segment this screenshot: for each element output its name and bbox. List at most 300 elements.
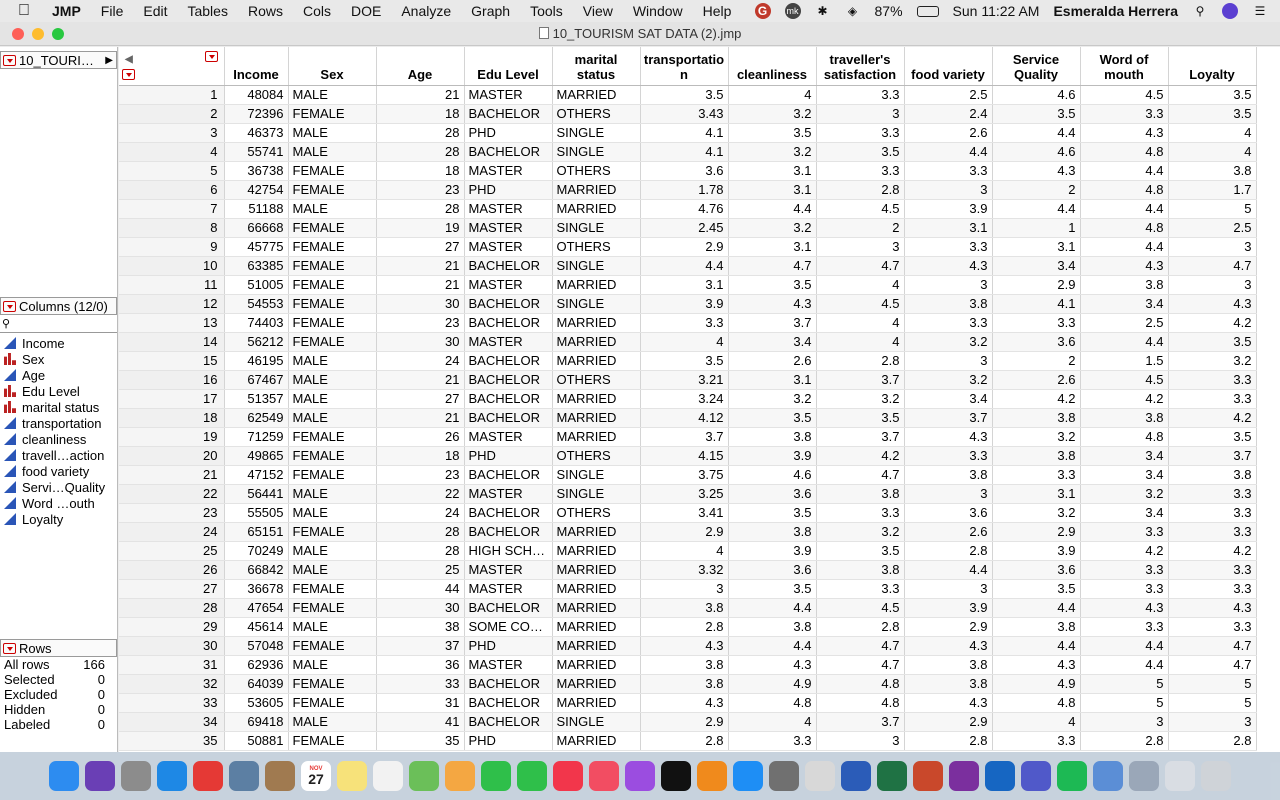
messages-icon[interactable] [481,761,511,791]
cell-service-quality[interactable]: 3.9 [992,541,1080,560]
cell-marital-status[interactable]: SINGLE [552,123,640,142]
cell-edu-level[interactable]: BACHELOR [464,370,552,389]
cell-edu-level[interactable]: BACHELOR [464,389,552,408]
cell-food-variety[interactable]: 2.8 [904,731,992,750]
downloads-icon[interactable] [1165,761,1195,791]
collapse-arrow-icon[interactable]: ◀ [125,54,133,65]
column-item-service-quality[interactable] [0,479,117,495]
battery-icon[interactable] [917,6,939,17]
cell-income[interactable]: 36738 [224,161,288,180]
cell-age[interactable]: 23 [376,465,464,484]
cell-travellers-satisfaction[interactable]: 3.2 [816,522,904,541]
user-name[interactable]: Esmeralda Herrera [1053,3,1178,19]
cell-transportation[interactable]: 1.78 [640,180,728,199]
cell-income[interactable]: 57048 [224,636,288,655]
cell-income[interactable]: 74403 [224,313,288,332]
clock[interactable]: Sun 11:22 AM [952,3,1040,19]
cell-age[interactable]: 18 [376,104,464,123]
cell-travellers-satisfaction[interactable]: 2.8 [816,180,904,199]
cell-transportation[interactable]: 2.9 [640,522,728,541]
cell-food-variety[interactable]: 3.2 [904,332,992,351]
column-search[interactable] [0,315,117,333]
cell-income[interactable]: 72396 [224,104,288,123]
cell-service-quality[interactable]: 2.6 [992,370,1080,389]
cell-service-quality[interactable]: 2 [992,351,1080,370]
cell-food-variety[interactable]: 3.2 [904,370,992,389]
cell-edu-level[interactable]: MASTER [464,199,552,218]
cell-age[interactable]: 19 [376,218,464,237]
row-number[interactable]: 6 [119,180,224,199]
cell-food-variety[interactable]: 3 [904,180,992,199]
cell-edu-level[interactable]: BACHELOR [464,465,552,484]
row-number[interactable]: 22 [119,484,224,503]
row-number[interactable]: 5 [119,161,224,180]
cell-edu-level[interactable]: BACHELOR [464,408,552,427]
cell-sex[interactable]: MALE [288,484,376,503]
cell-transportation[interactable]: 2.9 [640,237,728,256]
row-number[interactable]: 31 [119,655,224,674]
cell-edu-level[interactable]: MASTER [464,655,552,674]
cell-income[interactable]: 65151 [224,522,288,541]
cell-loyalty[interactable]: 3.2 [1168,351,1256,370]
column-header-marital-status[interactable]: marital status [552,47,640,85]
cell-age[interactable]: 18 [376,446,464,465]
cell-word-of-mouth[interactable]: 4.8 [1080,427,1168,446]
cell-word-of-mouth[interactable]: 4.3 [1080,123,1168,142]
trash-icon[interactable] [1201,761,1231,791]
cell-marital-status[interactable]: OTHERS [552,161,640,180]
cell-food-variety[interactable]: 3.6 [904,503,992,522]
column-item-sex[interactable] [0,351,117,367]
cell-sex[interactable]: MALE [288,560,376,579]
cell-marital-status[interactable]: MARRIED [552,199,640,218]
cell-travellers-satisfaction[interactable]: 3.7 [816,712,904,731]
cell-food-variety[interactable]: 3.7 [904,408,992,427]
row-number[interactable]: 16 [119,370,224,389]
cell-age[interactable]: 21 [376,85,464,104]
cell-loyalty[interactable]: 4.2 [1168,408,1256,427]
cell-food-variety[interactable]: 3.8 [904,294,992,313]
cell-travellers-satisfaction[interactable]: 4 [816,332,904,351]
apple-icon[interactable] [18,2,38,20]
cell-cleanliness[interactable]: 3.1 [728,237,816,256]
cell-sex[interactable]: FEMALE [288,256,376,275]
table-row[interactable] [119,579,1256,598]
table-row[interactable] [119,180,1256,199]
cell-edu-level[interactable]: BACHELOR [464,522,552,541]
cell-marital-status[interactable]: SINGLE [552,142,640,161]
battery-percent[interactable]: 87% [874,3,903,19]
cell-edu-level[interactable]: MASTER [464,579,552,598]
finder-icon[interactable] [49,761,79,791]
table-row[interactable] [119,294,1256,313]
cell-service-quality[interactable]: 3.2 [992,503,1080,522]
cell-food-variety[interactable]: 3.9 [904,598,992,617]
cell-marital-status[interactable]: MARRIED [552,85,640,104]
cell-food-variety[interactable]: 2.6 [904,123,992,142]
column-item-marital-status[interactable] [0,399,117,415]
app-store-icon[interactable] [733,761,763,791]
cell-age[interactable]: 30 [376,294,464,313]
cell-marital-status[interactable]: MARRIED [552,674,640,693]
cell-service-quality[interactable]: 3.8 [992,408,1080,427]
cell-loyalty[interactable]: 3.5 [1168,85,1256,104]
table-row[interactable] [119,104,1256,123]
row-number[interactable]: 21 [119,465,224,484]
cell-age[interactable]: 23 [376,180,464,199]
cell-age[interactable]: 30 [376,598,464,617]
table-row[interactable] [119,85,1256,104]
cell-transportation[interactable]: 4.12 [640,408,728,427]
cell-cleanliness[interactable]: 3.3 [728,731,816,750]
cell-food-variety[interactable]: 4.3 [904,427,992,446]
cell-service-quality[interactable]: 4.4 [992,636,1080,655]
cell-marital-status[interactable]: SINGLE [552,294,640,313]
cell-transportation[interactable]: 4 [640,541,728,560]
disclosure-arrow-icon[interactable]: ▶ [105,54,113,66]
cell-service-quality[interactable]: 4.6 [992,85,1080,104]
cell-income[interactable]: 47654 [224,598,288,617]
cell-income[interactable]: 51005 [224,275,288,294]
cell-word-of-mouth[interactable]: 4.4 [1080,636,1168,655]
cell-age[interactable]: 27 [376,389,464,408]
cell-income[interactable]: 53605 [224,693,288,712]
cell-age[interactable]: 44 [376,579,464,598]
cell-sex[interactable]: FEMALE [288,294,376,313]
cell-word-of-mouth[interactable]: 3.4 [1080,503,1168,522]
cell-transportation[interactable]: 2.8 [640,617,728,636]
cell-word-of-mouth[interactable]: 4.4 [1080,199,1168,218]
cell-word-of-mouth[interactable]: 4.4 [1080,237,1168,256]
cell-loyalty[interactable]: 3.3 [1168,560,1256,579]
cell-service-quality[interactable]: 4.6 [992,142,1080,161]
cell-age[interactable]: 28 [376,522,464,541]
cell-edu-level[interactable]: PHD [464,446,552,465]
row-number[interactable]: 10 [119,256,224,275]
cell-food-variety[interactable]: 4.3 [904,693,992,712]
column-item-edu-level[interactable] [0,383,117,399]
cell-transportation[interactable]: 3.32 [640,560,728,579]
cell-word-of-mouth[interactable]: 2.8 [1080,731,1168,750]
cell-transportation[interactable]: 4.4 [640,256,728,275]
cell-sex[interactable]: FEMALE [288,427,376,446]
cell-loyalty[interactable]: 4.7 [1168,636,1256,655]
cell-age[interactable]: 21 [376,408,464,427]
cell-age[interactable]: 37 [376,636,464,655]
row-number[interactable]: 11 [119,275,224,294]
table-row[interactable] [119,636,1256,655]
cell-edu-level[interactable]: BACHELOR [464,294,552,313]
grammarly-icon[interactable]: G [755,3,771,19]
cell-food-variety[interactable]: 4.3 [904,256,992,275]
cell-loyalty[interactable]: 4.3 [1168,598,1256,617]
cell-income[interactable]: 66842 [224,560,288,579]
cell-food-variety[interactable]: 3 [904,579,992,598]
cell-travellers-satisfaction[interactable]: 3.3 [816,503,904,522]
cell-marital-status[interactable]: MARRIED [552,389,640,408]
table-row[interactable] [119,313,1256,332]
cell-travellers-satisfaction[interactable]: 3.8 [816,560,904,579]
cell-transportation[interactable]: 3.8 [640,674,728,693]
cell-loyalty[interactable]: 4 [1168,123,1256,142]
cell-sex[interactable]: FEMALE [288,446,376,465]
cell-travellers-satisfaction[interactable]: 3.5 [816,541,904,560]
cell-cleanliness[interactable]: 3.7 [728,313,816,332]
cell-travellers-satisfaction[interactable]: 3.7 [816,370,904,389]
cell-marital-status[interactable]: MARRIED [552,693,640,712]
table-row[interactable] [119,332,1256,351]
cell-age[interactable]: 21 [376,370,464,389]
table-row[interactable] [119,389,1256,408]
table-row[interactable] [119,218,1256,237]
onenote-icon[interactable] [949,761,979,791]
row-number[interactable]: 4 [119,142,224,161]
books-icon[interactable] [697,761,727,791]
table-row[interactable] [119,522,1256,541]
menu-rows[interactable]: Rows [247,3,283,19]
cell-word-of-mouth[interactable]: 3.4 [1080,465,1168,484]
cell-word-of-mouth[interactable]: 4.2 [1080,389,1168,408]
cell-transportation[interactable]: 3.21 [640,370,728,389]
cell-income[interactable]: 69418 [224,712,288,731]
cell-service-quality[interactable]: 4.2 [992,389,1080,408]
cell-food-variety[interactable]: 3.8 [904,465,992,484]
cell-marital-status[interactable]: OTHERS [552,446,640,465]
cell-service-quality[interactable]: 4.3 [992,655,1080,674]
cell-age[interactable]: 27 [376,237,464,256]
cell-word-of-mouth[interactable]: 4.4 [1080,655,1168,674]
cell-transportation[interactable]: 4.3 [640,636,728,655]
table-row[interactable] [119,427,1256,446]
cell-marital-status[interactable]: MARRIED [552,731,640,750]
migration-icon[interactable] [1129,761,1159,791]
cell-edu-level[interactable]: PHD [464,180,552,199]
table-row[interactable] [119,598,1256,617]
cell-cleanliness[interactable]: 4.8 [728,693,816,712]
cell-transportation[interactable]: 3.6 [640,161,728,180]
cell-age[interactable]: 28 [376,199,464,218]
row-number[interactable]: 9 [119,237,224,256]
search-icon[interactable]: ⚲ [1195,4,1205,18]
row-number[interactable]: 28 [119,598,224,617]
cell-edu-level[interactable]: BACHELOR [464,142,552,161]
cell-cleanliness[interactable]: 3.1 [728,370,816,389]
cell-cleanliness[interactable]: 3.6 [728,560,816,579]
cell-cleanliness[interactable]: 3.8 [728,617,816,636]
cell-sex[interactable]: MALE [288,123,376,142]
rows-stat-labeled[interactable] [0,717,117,732]
row-number[interactable]: 17 [119,389,224,408]
row-number[interactable]: 7 [119,199,224,218]
cell-food-variety[interactable]: 3.4 [904,389,992,408]
cell-loyalty[interactable]: 3.3 [1168,389,1256,408]
system-preferences-icon[interactable] [769,761,799,791]
cell-sex[interactable]: FEMALE [288,579,376,598]
cell-service-quality[interactable]: 4 [992,712,1080,731]
table-row[interactable] [119,484,1256,503]
cell-travellers-satisfaction[interactable]: 3.2 [816,389,904,408]
table-row[interactable] [119,351,1256,370]
cell-sex[interactable]: MALE [288,712,376,731]
cell-sex[interactable]: MALE [288,370,376,389]
cell-edu-level[interactable]: BACHELOR [464,503,552,522]
cell-income[interactable]: 45775 [224,237,288,256]
cell-income[interactable]: 56212 [224,332,288,351]
reminders-icon[interactable] [373,761,403,791]
cell-service-quality[interactable]: 4.4 [992,199,1080,218]
cell-food-variety[interactable]: 2.6 [904,522,992,541]
cell-cleanliness[interactable]: 3.5 [728,408,816,427]
cell-marital-status[interactable]: MARRIED [552,541,640,560]
cell-marital-status[interactable]: MARRIED [552,655,640,674]
cell-marital-status[interactable]: MARRIED [552,598,640,617]
cell-loyalty[interactable]: 3 [1168,237,1256,256]
cell-income[interactable]: 63385 [224,256,288,275]
table-row[interactable] [119,370,1256,389]
cell-income[interactable]: 48084 [224,85,288,104]
table-row[interactable] [119,503,1256,522]
cell-edu-level[interactable]: BACHELOR [464,598,552,617]
cell-word-of-mouth[interactable]: 3.3 [1080,560,1168,579]
cell-word-of-mouth[interactable]: 3.8 [1080,275,1168,294]
cell-loyalty[interactable]: 3.3 [1168,503,1256,522]
cell-travellers-satisfaction[interactable]: 3.5 [816,408,904,427]
table-row[interactable] [119,465,1256,484]
cell-word-of-mouth[interactable]: 3.8 [1080,408,1168,427]
cell-loyalty[interactable]: 3 [1168,712,1256,731]
rows-stat-all[interactable] [0,657,117,672]
sketch-icon[interactable]: mk [785,3,801,19]
menu-analyze[interactable]: Analyze [401,3,452,19]
row-number[interactable]: 25 [119,541,224,560]
cell-sex[interactable]: FEMALE [288,313,376,332]
column-item-loyalty[interactable] [0,511,117,527]
cell-sex[interactable]: FEMALE [288,693,376,712]
cell-loyalty[interactable]: 5 [1168,199,1256,218]
cell-marital-status[interactable]: MARRIED [552,275,640,294]
cell-age[interactable]: 21 [376,275,464,294]
column-header-word-of-mouth[interactable]: Word of mouth [1080,47,1168,85]
launchpad-icon[interactable] [121,761,151,791]
menu-view[interactable]: View [582,3,613,19]
cell-food-variety[interactable]: 3 [904,275,992,294]
cell-word-of-mouth[interactable]: 4.2 [1080,541,1168,560]
row-number[interactable]: 19 [119,427,224,446]
cell-travellers-satisfaction[interactable]: 3.5 [816,142,904,161]
cell-word-of-mouth[interactable]: 4.4 [1080,332,1168,351]
cell-travellers-satisfaction[interactable]: 4.7 [816,655,904,674]
cell-age[interactable]: 38 [376,617,464,636]
cell-travellers-satisfaction[interactable]: 3.3 [816,123,904,142]
cell-cleanliness[interactable]: 3.6 [728,484,816,503]
cell-age[interactable]: 31 [376,693,464,712]
cell-loyalty[interactable]: 3.3 [1168,579,1256,598]
cell-loyalty[interactable]: 1.7 [1168,180,1256,199]
cell-marital-status[interactable]: MARRIED [552,522,640,541]
cell-word-of-mouth[interactable]: 5 [1080,693,1168,712]
cell-food-variety[interactable]: 3.3 [904,161,992,180]
cell-transportation[interactable]: 4.1 [640,142,728,161]
cell-travellers-satisfaction[interactable]: 4 [816,313,904,332]
menu-doe[interactable]: DOE [350,3,382,19]
tv-icon[interactable] [661,761,691,791]
cell-service-quality[interactable]: 3.5 [992,104,1080,123]
cell-cleanliness[interactable]: 4.3 [728,655,816,674]
cell-marital-status[interactable]: SINGLE [552,484,640,503]
cell-cleanliness[interactable]: 2.6 [728,351,816,370]
cell-transportation[interactable]: 3.8 [640,655,728,674]
cell-transportation[interactable]: 4.15 [640,446,728,465]
cell-service-quality[interactable]: 3.8 [992,446,1080,465]
maps-icon[interactable] [409,761,439,791]
row-number[interactable]: 1 [119,85,224,104]
cell-food-variety[interactable]: 3.3 [904,313,992,332]
cell-sex[interactable]: MALE [288,503,376,522]
podcasts-icon[interactable] [625,761,655,791]
siri-icon[interactable] [85,761,115,791]
cell-sex[interactable]: MALE [288,199,376,218]
column-item-travellers-satisfaction[interactable] [0,447,117,463]
table-row[interactable] [119,560,1256,579]
cell-service-quality[interactable]: 4.3 [992,161,1080,180]
table-row[interactable] [119,655,1256,674]
cell-cleanliness[interactable]: 3.5 [728,503,816,522]
cell-cleanliness[interactable]: 4.9 [728,674,816,693]
cell-edu-level[interactable]: MASTER [464,560,552,579]
cell-edu-level[interactable]: SOME CO… [464,617,552,636]
cell-word-of-mouth[interactable]: 4.3 [1080,256,1168,275]
cell-service-quality[interactable]: 4.9 [992,674,1080,693]
cell-word-of-mouth[interactable]: 3.4 [1080,294,1168,313]
cell-travellers-satisfaction[interactable]: 3.3 [816,85,904,104]
spotify-icon[interactable] [1057,761,1087,791]
cell-word-of-mouth[interactable]: 4.8 [1080,218,1168,237]
cell-transportation[interactable]: 3.75 [640,465,728,484]
columns-panel-header[interactable] [0,297,117,315]
cell-loyalty[interactable]: 3.5 [1168,332,1256,351]
row-number[interactable]: 14 [119,332,224,351]
script-editor-icon[interactable] [805,761,835,791]
column-header-transportation[interactable]: transportatio n [640,47,728,85]
cell-transportation[interactable]: 3.5 [640,85,728,104]
cell-travellers-satisfaction[interactable]: 4.5 [816,199,904,218]
cell-loyalty[interactable]: 3.5 [1168,104,1256,123]
cell-loyalty[interactable]: 5 [1168,674,1256,693]
cell-travellers-satisfaction[interactable]: 2.8 [816,351,904,370]
cell-travellers-satisfaction[interactable]: 3.8 [816,484,904,503]
row-number[interactable]: 2 [119,104,224,123]
column-item-cleanliness[interactable] [0,431,117,447]
table-row[interactable] [119,256,1256,275]
column-header-age[interactable]: Age [376,47,464,85]
cell-sex[interactable]: FEMALE [288,522,376,541]
cell-travellers-satisfaction[interactable]: 3 [816,104,904,123]
column-header-sex[interactable]: Sex [288,47,376,85]
cell-travellers-satisfaction[interactable]: 3.3 [816,161,904,180]
column-header-travellers-satisfaction[interactable]: traveller's satisfaction [816,47,904,85]
cell-service-quality[interactable]: 3.8 [992,617,1080,636]
cell-edu-level[interactable]: MASTER [464,85,552,104]
cell-edu-level[interactable]: BACHELOR [464,104,552,123]
cell-sex[interactable]: MALE [288,408,376,427]
cell-marital-status[interactable]: MARRIED [552,332,640,351]
powerpoint-icon[interactable] [913,761,943,791]
cell-service-quality[interactable]: 4.4 [992,123,1080,142]
cell-transportation[interactable]: 3.43 [640,104,728,123]
cell-income[interactable]: 46195 [224,351,288,370]
cell-income[interactable]: 62549 [224,408,288,427]
cell-age[interactable]: 28 [376,142,464,161]
